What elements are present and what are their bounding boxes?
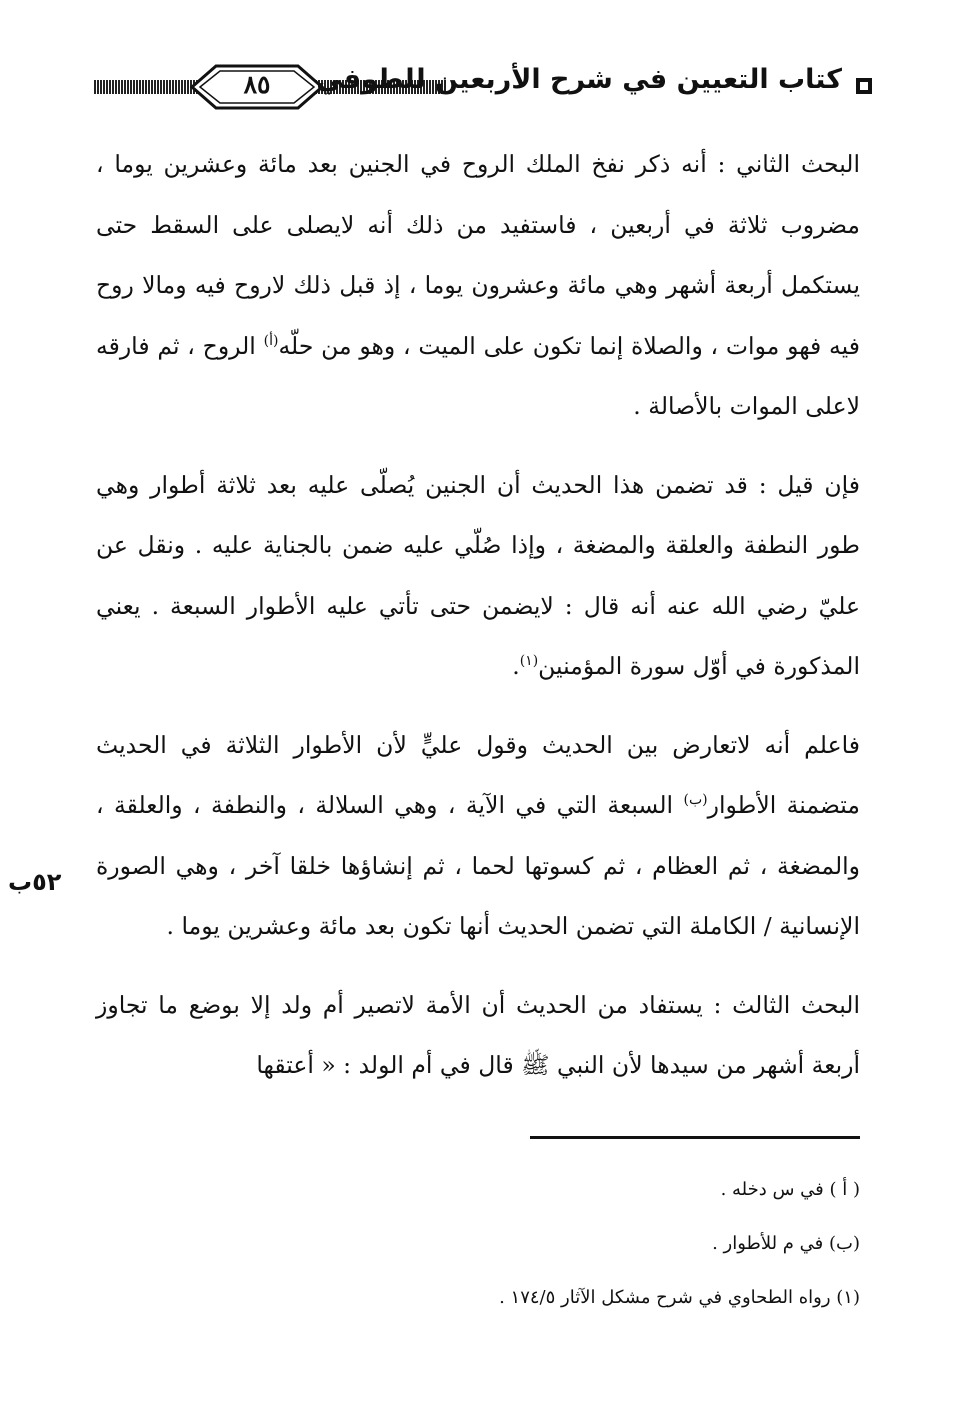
paragraph-text: السبعة التي في الآية ، وهي السلالة ، والنطفة ، والعلقة ، والمضغة ، ثم العظام ، ثم كسوتها لحما ، ثم إنشاؤها خلقا آخر ، وهي الصورة الإنسانية / الكاملة التي تضمن الحديث أنها تكون بعد مائة وعشرين يوما . bbox=[96, 791, 860, 940]
paragraph-text: الروح ، ثم فارقه لاعلى الموات بالأصالة . bbox=[96, 331, 860, 420]
footnotes bbox=[96, 1170, 860, 1332]
paragraph-text: البحث الثالث : يستفاد من الحديث أن الأمة لاتصير أم ولد إلا بوضع ما تجاوز أربعة أشهر من سيدها لأن النبي ﷺ قال في أم الولد : « أعتقها bbox=[96, 990, 860, 1079]
paragraph-2 bbox=[96, 455, 860, 697]
paragraph-4 bbox=[96, 975, 860, 1096]
footnote-divider bbox=[530, 1136, 860, 1139]
paragraph-3 bbox=[96, 715, 860, 957]
paragraph-text: . bbox=[512, 652, 520, 680]
book-title: كتاب التعيين في شرح الأربعين للطوفي bbox=[316, 64, 842, 95]
paragraph-text: فإن قيل : قد تضمن هذا الحديث أن الجنين يُصلّى عليه بعد ثلاثة أطوار وهي طور النطفة والعلقة والمضغة ، وإذا صُلّي عليه ضمن بالجناية عليه . ونقل عن عليّ رضي الله عنه أنه قال : لايضمن حتى تأتي عليه الأطوار السبعة . يعني المذكورة في أوّل سورة المؤمنين bbox=[96, 470, 860, 680]
running-header bbox=[88, 56, 878, 116]
paragraph-text: البحث الثاني : أنه ذكر نفخ الملك الروح في الجنين بعد مائة وعشرين يوما ، مضروب ثلاثة في أربعين ، فاستفيد من ذلك أنه لايصلى على السقط حتى يستكمل أربعة أشهر وهي مائة وعشرون يوما ، إذ قبل ذلك لاروح فيه ومالا روح فيه فهو موات ، والصلاة إنما تكون على الميت ، وهو من حلّه bbox=[96, 150, 860, 360]
footnote: (ب) في م للأطوار . bbox=[712, 1233, 860, 1254]
folio-margin-note: ٥٢ب bbox=[8, 868, 62, 896]
paragraph-1 bbox=[96, 134, 860, 437]
page-number-badge bbox=[188, 64, 326, 110]
header-square-icon bbox=[854, 76, 874, 96]
page-number: ٨٥ bbox=[243, 70, 271, 99]
main-text bbox=[96, 134, 860, 1096]
paragraph-text: فاعلم أنه لاتعارض بين الحديث وقول عليٍّ لأن الأطوار الثلاثة في الحديث متضمنة الأطوار bbox=[96, 730, 860, 819]
footnote: (١) رواه الطحاوي في شرح مشكل الآثار ١٧٤/٥ . bbox=[499, 1287, 860, 1308]
footnote: ( أ ) في س دخله . bbox=[720, 1179, 860, 1200]
footnote-marker: (ب) bbox=[683, 792, 708, 809]
footnote-marker: (١) bbox=[519, 653, 539, 670]
footnote-marker: (أ) bbox=[263, 332, 279, 349]
